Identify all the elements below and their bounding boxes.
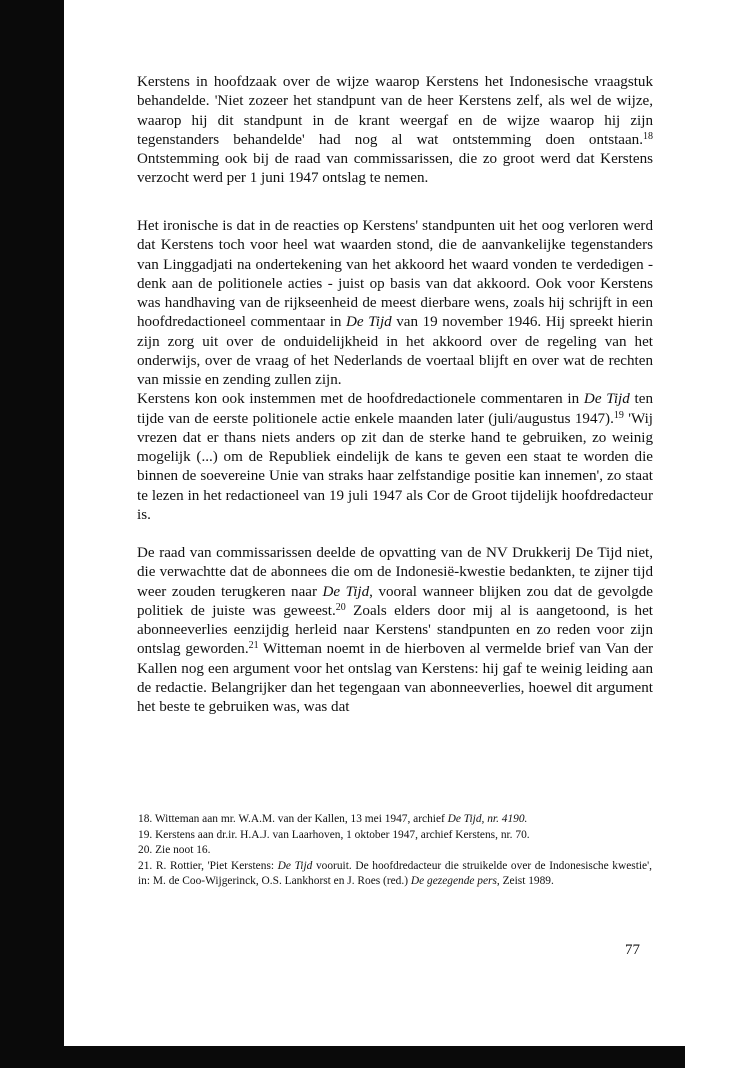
footnote-reference: 18 <box>643 130 653 142</box>
text-run: ten tijde van de eerste politionele actie enkele maanden later (juli/augustus 1947). <box>137 391 653 427</box>
footnote-18 <box>138 812 652 828</box>
paragraph-1 <box>137 73 653 209</box>
scan-border-bottom <box>0 1046 685 1068</box>
italic-title: De Tijd <box>277 859 313 872</box>
footnotes <box>138 812 652 890</box>
footnote-reference: 21 <box>248 640 259 652</box>
body-text <box>137 73 653 717</box>
text-run: 'Wij vrezen dat er thans niets anders op zit dan de sterke hand te gebruiken, zo weinig mogelijk (...) om de Republiek eindelijk de kans te geven een staat te worden die binnen de soevereine Unie van straks haar zelfstandige positie kan innemen', zo staat te lezen in het redactioneel van 19 juli 1947 als Cor de Groot tijdelijk hoofdredacteur is. <box>137 410 653 523</box>
page-number: 77 <box>625 942 640 958</box>
text-run: , vooral wanneer blijken zou dat de gevolgde politiek de juiste was geweest. <box>137 583 653 619</box>
text-run: 19. Kerstens aan dr.ir. H.A.J. van Laarhoven, 1 oktober 1947, archief Kerstens, nr. 70. <box>138 828 530 841</box>
text-run: De raad van commissarissen deelde de opvatting van de NV Drukkerij De Tijd niet, die verwachtte dat de abonnees die om de Indonesië-kwestie bedankten, te zijner tijd weer zouden terugkeren naar <box>137 545 653 600</box>
footnote-21 <box>138 859 652 890</box>
italic-title: De gezegende pers <box>410 875 497 887</box>
footnote-reference: 19 <box>613 409 624 421</box>
text-run: 20. Zie noot 16. <box>138 844 211 856</box>
paragraph-4 <box>137 544 653 717</box>
footnote-20 <box>138 843 652 859</box>
text-run: van 19 november 1946. Hij spreekt hierin zijn zorg uit over de onduidelijkheid in het akkoord over de regeling van het onderwijs, over de vraag of het Nederlands de voertaal blijft en over wat de rechten van missie en zending zullen zijn. <box>137 314 653 388</box>
text-run: Witteman noemt in de hierboven al vermelde brief van Van der Kallen nog een argument voor het ontslag van Kerstens: hij gaf te weinig leiding aan de redactie. Belangrijker dan het tegengaan van abonneeverlies, hoewel dit argument het beste te gebruiken was, was dat <box>137 641 653 715</box>
italic-title: De Tijd <box>322 583 370 600</box>
text-run: 18. Witteman aan mr. W.A.M. van der Kallen, 13 mei 1947, archief <box>138 813 448 825</box>
text-run: Kerstens kon ook instemmen met de hoofdredactionele commentaren in <box>137 391 584 408</box>
paragraph-2 <box>137 217 653 390</box>
text-run: , Zeist 1989. <box>496 875 554 887</box>
text-run: vooruit. De hoofdredacteur die struikelde over de Indonesische kwestie', in: M. de Coo-Wijgerinck, O.S. Lankhorst en J. Roes (red.) <box>138 859 652 887</box>
footnote-19 <box>138 828 652 844</box>
italic-title: De Tijd <box>583 391 630 408</box>
footnote-reference: 20 <box>335 601 346 613</box>
italic-title: De Tijd, nr. 4190. <box>447 813 528 825</box>
text-run: 21. R. Rottier, 'Piet Kerstens: <box>138 859 278 872</box>
scan-border-left <box>0 0 64 1068</box>
italic-title: De Tijd <box>346 314 392 331</box>
paragraph-3 <box>137 390 653 525</box>
text-run: Ontstemming ook bij de raad van commissarissen, die zo groot werd dat Kerstens verzocht werd per 1 juni 1947 ontslag te nemen. <box>137 151 653 187</box>
text-run: Kerstens in hoofdzaak over de wijze waarop Kerstens het Indonesische vraagstuk behandelde. 'Niet zozeer het standpunt van de heer Kerstens zelf, als wel de wijze, waarop hij dit standpunt in de krant weergaf en de wijze waarop hij zijn tegenstanders behandelde' had nog al wat ontstemming doen ontstaan. <box>137 74 653 148</box>
text-run: Het ironische is dat in de reacties op Kerstens' standpunten uit het oog verloren werd dat Kerstens toch voor heel wat waarden stond, die de aanvankelijke tegenstanders van Linggadjati na ondertekening van het akkoord het waard vonden te verdedigen - denk aan de politionele acties - juist op basis van dat akkoord. Ook voor Kerstens was handhaving van de rijkseenheid de meest dierbare wens, zoals hij schrijft in een hoofdredactioneel commentaar in <box>137 218 653 331</box>
text-run: Zoals elders door mij al is aangetoond, is het abonneeverlies eenzijdig herleid naar Kerstens' standpunten en zo reden voor zijn ontslag geworden. <box>137 602 653 658</box>
